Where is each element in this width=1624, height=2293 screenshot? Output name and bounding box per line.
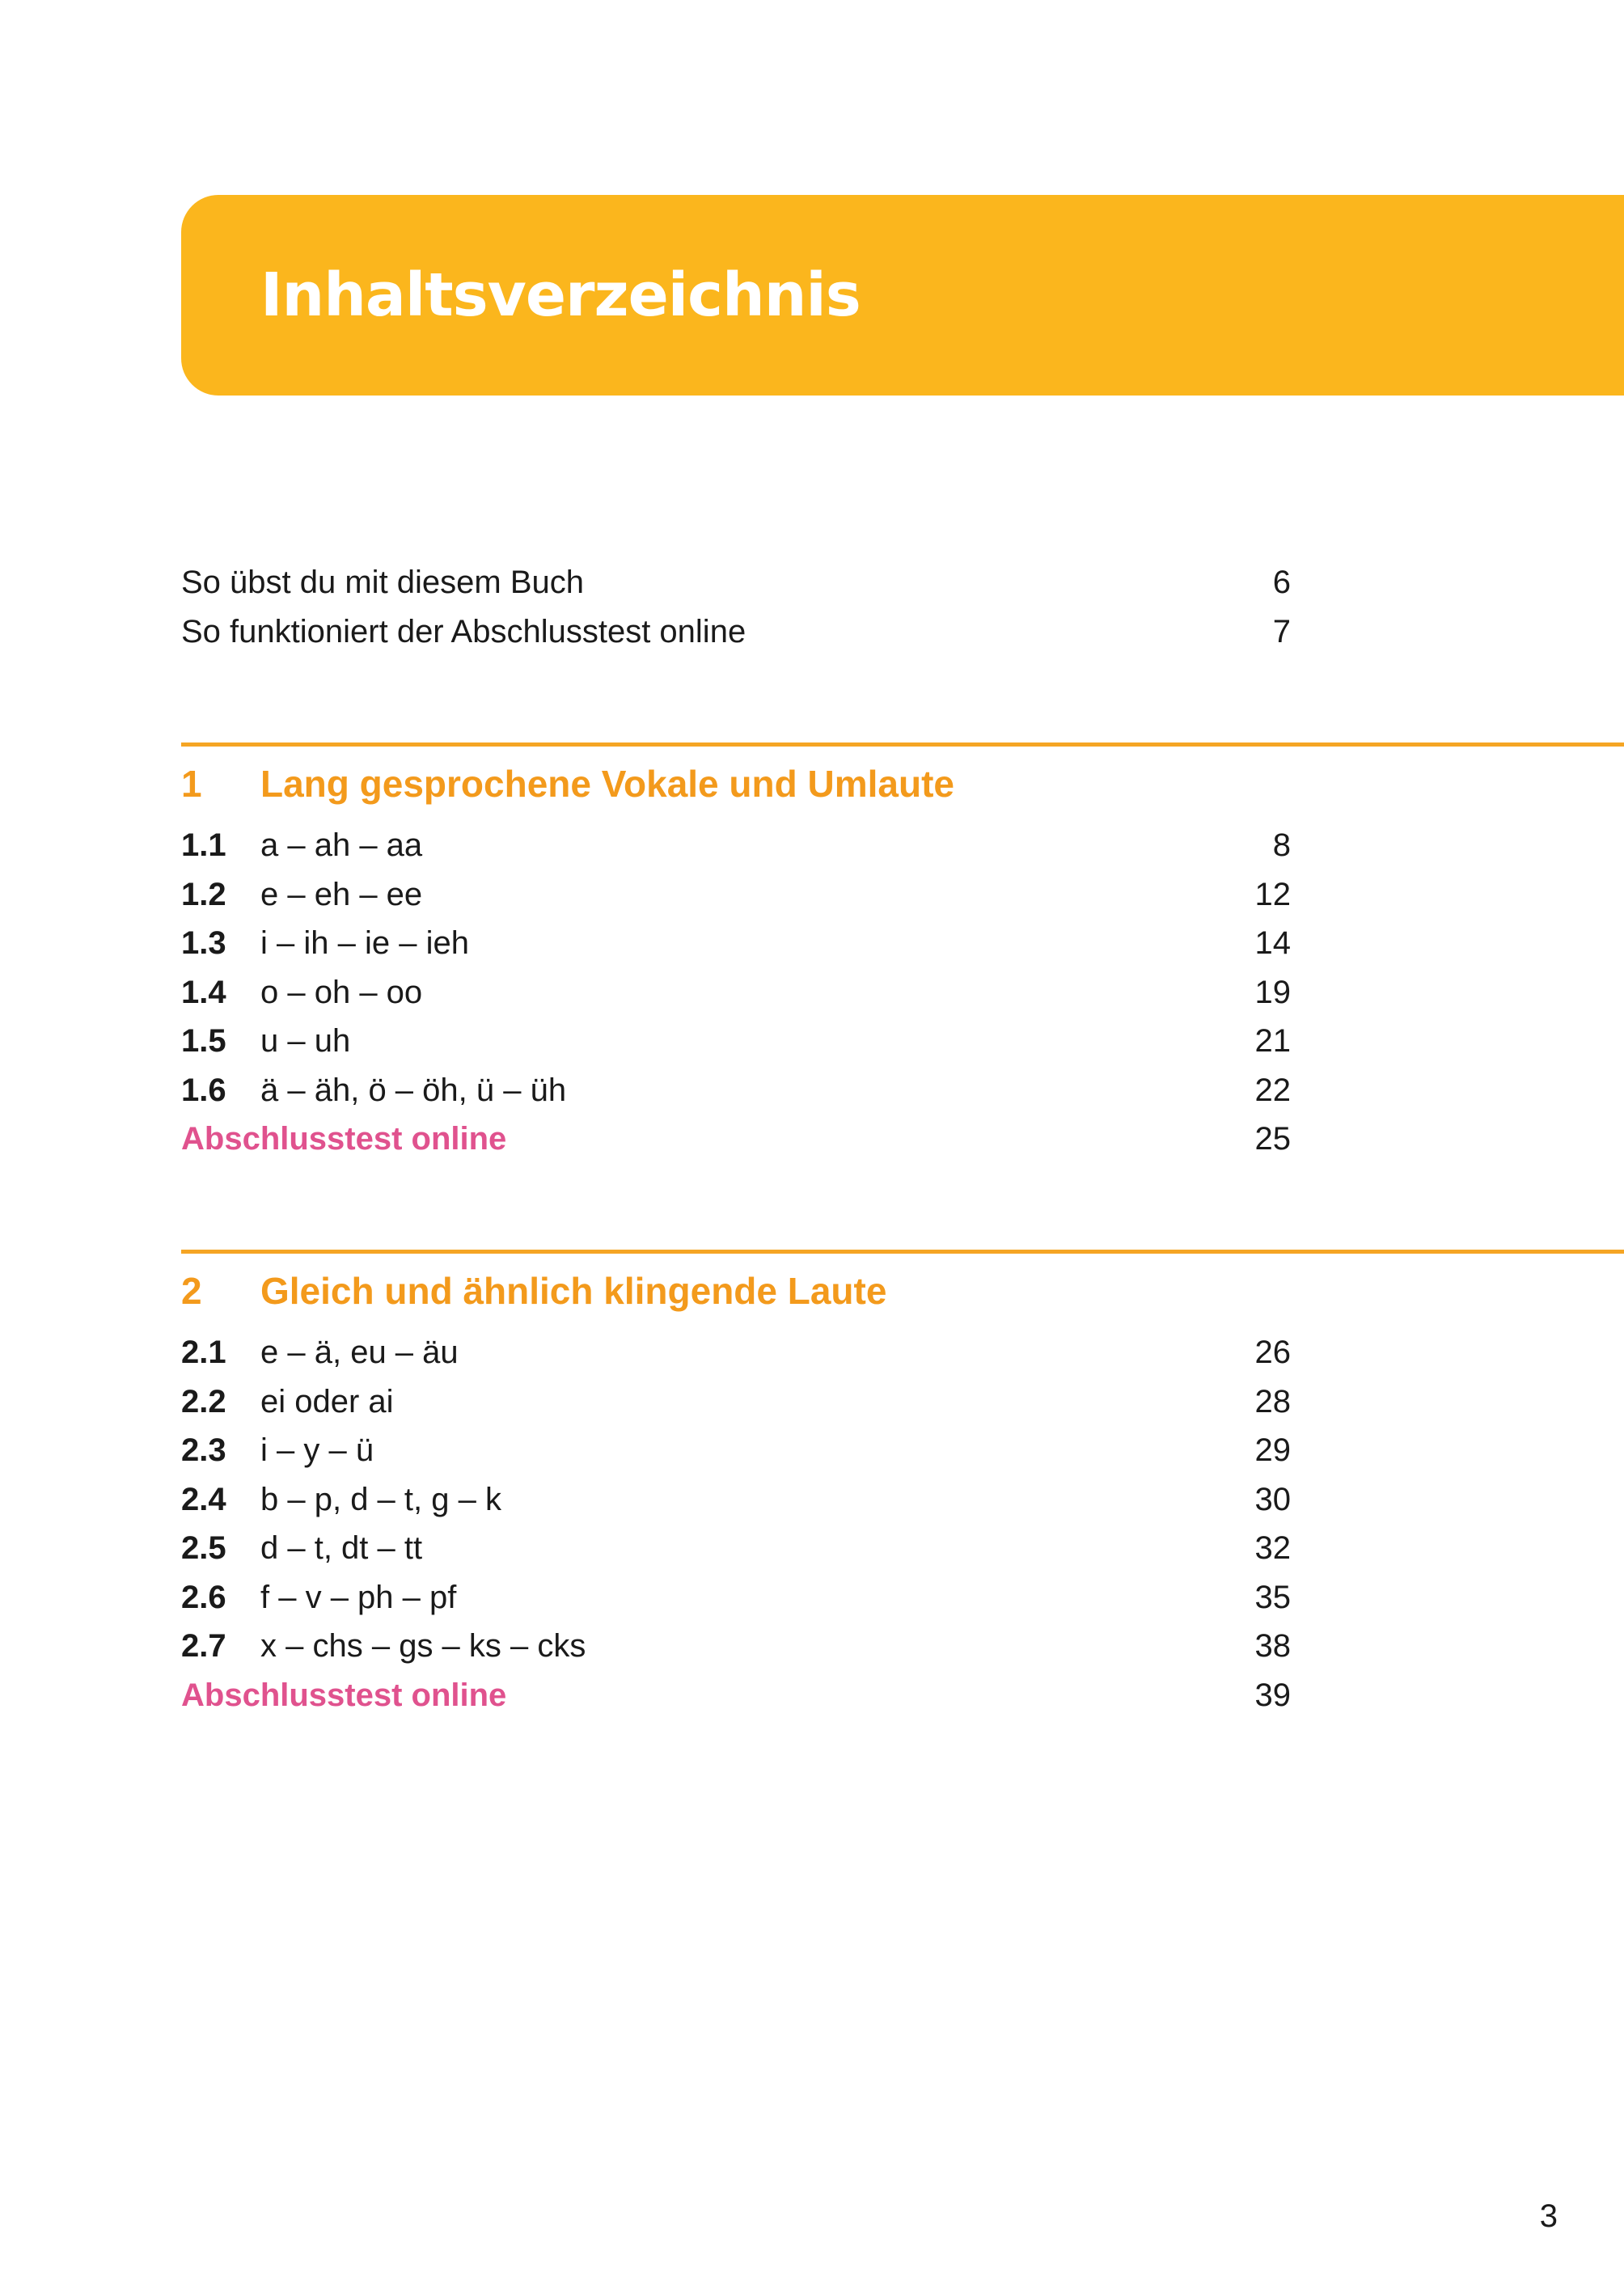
toc-entry-test[interactable]: [181, 1115, 1291, 1164]
toc-entry-page: 8: [1272, 827, 1291, 863]
toc-entry-label: ä – äh, ö – öh, ü – üh: [260, 1072, 567, 1108]
toc-entry-intro-2[interactable]: [181, 607, 1291, 657]
toc-entry-page: 7: [1272, 613, 1291, 649]
toc-entry-number: 1.1: [181, 827, 226, 863]
toc-entry-label: a – ah – aa: [260, 827, 423, 863]
toc-entry-number: 2.6: [181, 1579, 226, 1615]
toc-entry-page: 21: [1254, 1023, 1291, 1059]
toc-entry-label: i – ih – ie – ieh: [260, 925, 469, 961]
toc-entry-label: e – eh – ee: [260, 876, 423, 912]
intro-list: [181, 558, 1291, 656]
toc-entry-label: x – chs – gs – ks – cks: [260, 1628, 586, 1664]
toc-entry[interactable]: [181, 1622, 1291, 1671]
toc-entry-number: 1.4: [181, 974, 226, 1010]
chapter-number: 1: [181, 763, 202, 805]
toc-entry-label: i – y – ü: [260, 1432, 374, 1468]
toc-entry[interactable]: [181, 1017, 1291, 1066]
toc-entry-test[interactable]: [181, 1671, 1291, 1720]
toc-entry[interactable]: [181, 1524, 1291, 1573]
chapter-1: [181, 742, 1624, 1164]
title-banner: [181, 195, 1624, 396]
toc-entry-page: 35: [1254, 1579, 1291, 1615]
toc-entry-number: 1.2: [181, 876, 226, 912]
toc-entry-label: b – p, d – t, g – k: [260, 1481, 501, 1517]
toc-entry[interactable]: [181, 968, 1291, 1017]
toc-entry-label: o – oh – oo: [260, 974, 423, 1010]
toc-entry[interactable]: [181, 1573, 1291, 1622]
toc-entry-page: 26: [1254, 1335, 1291, 1370]
chapter-number: 2: [181, 1270, 202, 1312]
toc-entry[interactable]: [181, 870, 1291, 920]
toc-entry-page: 14: [1254, 925, 1291, 961]
toc-entry-label: d – t, dt – tt: [260, 1530, 423, 1566]
toc-entry-number: 2.4: [181, 1481, 226, 1517]
toc-entry-label: f – v – ph – pf: [260, 1579, 457, 1615]
toc-entry-number: 2.1: [181, 1335, 226, 1370]
test-link-label: Abschlusstest online: [181, 1677, 507, 1713]
test-link-label: Abschlusstest online: [181, 1121, 507, 1157]
chapter-heading[interactable]: [181, 1254, 1624, 1328]
chapter-2: [181, 1250, 1624, 1720]
toc-entry[interactable]: [181, 919, 1291, 968]
toc-entry-page: 39: [1254, 1677, 1291, 1713]
toc-entry-page: 32: [1254, 1530, 1291, 1566]
toc-entry[interactable]: [181, 1426, 1291, 1475]
toc-entry-number: 2.5: [181, 1530, 226, 1566]
chapter-items: [181, 1328, 1291, 1720]
page-number: 3: [1539, 2198, 1558, 2234]
toc-entry-page: 6: [1272, 565, 1291, 600]
toc-entry-intro-1[interactable]: [181, 558, 1291, 607]
toc-entry-page: 28: [1254, 1383, 1291, 1419]
toc-entry-number: 1.5: [181, 1023, 226, 1059]
page-title: Inhaltsverzeichnis: [260, 260, 861, 330]
toc-entry-label: So funktioniert der Abschlusstest online: [181, 613, 746, 649]
toc-entry-page: 29: [1254, 1432, 1291, 1468]
toc-entry-label: So übst du mit diesem Buch: [181, 565, 585, 600]
toc-entry-label: e – ä, eu – äu: [260, 1335, 459, 1370]
toc-entry[interactable]: [181, 1066, 1291, 1115]
toc-entry[interactable]: [181, 1475, 1291, 1525]
toc-entry-page: 22: [1254, 1072, 1291, 1108]
toc-entry-number: 1.3: [181, 925, 226, 961]
toc-entry-label: u – uh: [260, 1023, 351, 1059]
toc-entry-number: 2.2: [181, 1383, 226, 1419]
toc-entry[interactable]: [181, 1328, 1291, 1377]
toc-entry[interactable]: [181, 1377, 1291, 1427]
toc-entry[interactable]: [181, 821, 1291, 870]
toc-entry-page: 25: [1254, 1121, 1291, 1157]
toc-entry-number: 1.6: [181, 1072, 226, 1108]
toc-entry-number: 2.3: [181, 1432, 226, 1468]
toc-entry-page: 30: [1254, 1481, 1291, 1517]
toc-entry-page: 38: [1254, 1628, 1291, 1664]
toc-entry-page: 12: [1254, 876, 1291, 912]
chapter-heading[interactable]: [181, 747, 1624, 821]
chapter-title: Gleich und ähnlich klingende Laute: [260, 1270, 887, 1312]
chapter-title: Lang gesprochene Vokale und Umlaute: [260, 763, 954, 805]
toc-entry-number: 2.7: [181, 1628, 226, 1664]
chapter-items: [181, 821, 1291, 1164]
toc-entry-page: 19: [1254, 974, 1291, 1010]
toc-entry-label: ei oder ai: [260, 1383, 394, 1419]
